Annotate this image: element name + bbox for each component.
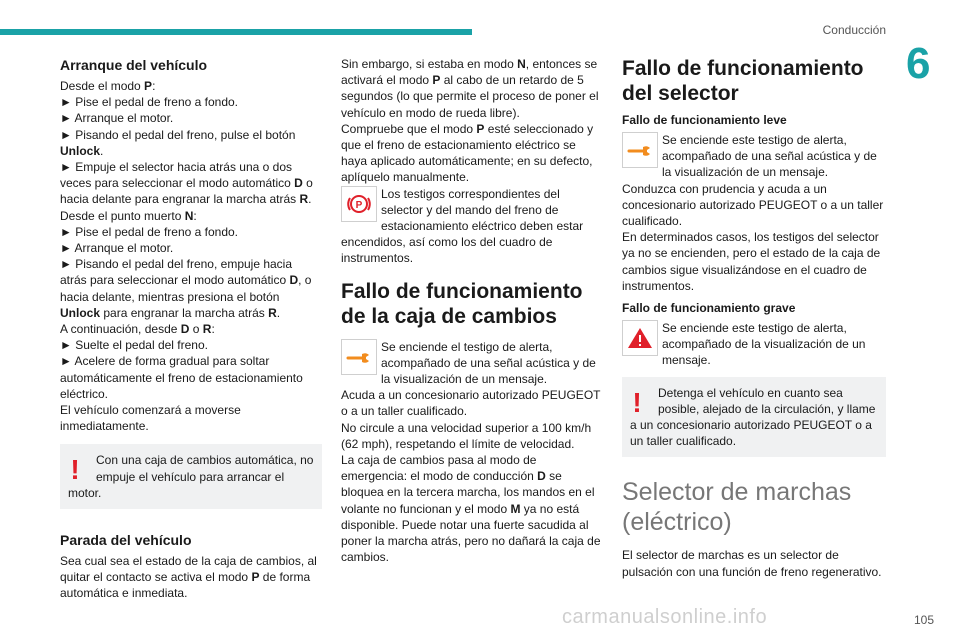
text-arranque: Desde el modo P: ► Pise el pedal de freno a fondo. ► Arranque el motor. ► Pisando el pedal del freno, pulse el botón Unlock. ► Empuje el selector hacia atrás una o dos veces para seleccionar el modo automático D o hacia delante para engranar la marcha atrás R. Desde el punto muerto N: ► Pise el pedal de freno a fondo. ► Arranque el motor. ► Pisando el pedal del freno, empuje hacia atrás para seleccionar el modo automático D, o hacia delante, mientras presiona el botón Unlock para engranar la marcha atrás R. A continuación, desde D o R: ► Suelte el pedal del freno. ► Acelere de forma gradual para soltar automáticamente el freno de estacionamiento eléctrico. El vehículo comenzará a moverse inmediatamente. bbox=[60, 79, 313, 434]
watermark: carmanualsonline.info bbox=[562, 606, 768, 628]
column-1 bbox=[60, 56, 322, 602]
wrench-warning-icon bbox=[341, 339, 377, 375]
subheading-grave: Fallo de funcionamiento grave bbox=[622, 301, 796, 316]
heading-fallo-selector: Fallo de funcionamiento del selector bbox=[622, 57, 864, 105]
chapter-number: 6 bbox=[906, 39, 931, 88]
parking-brake-icon bbox=[341, 186, 377, 222]
section-title: Conducción bbox=[822, 23, 886, 37]
text-neutral-mode: Sin embargo, si estaba en modo N, entonces se activará el modo P al cabo de un retardo de 5 segundos (lo que permite el proceso de poner el vehículo en modo de rueda libre). Compruebe que el modo P esté seleccionado y que el freno de estacionamiento eléctrico se haya aplicado automáticamente; en su defecto, aplíquelo manualmente. bbox=[341, 57, 599, 185]
svg-text:P: P bbox=[355, 199, 363, 211]
exclamation-icon: ! bbox=[70, 454, 80, 486]
text-fallo-grave: Se enciende este testigo de alerta, acompañado de la visualización de un mensaje. bbox=[662, 321, 866, 368]
text-parking-lights: Los testigos correspondientes del selector y del mando del freno de estacionamiento eléctrico deben estar encendidos, así como los del cuadro de instrumentos. bbox=[341, 186, 584, 266]
exclamation-icon: ! bbox=[632, 386, 642, 418]
heading-parada: Parada del vehículo bbox=[60, 532, 192, 549]
text-selector-electrico: El selector de marchas es un selector de pulsación con una función de freno regenerativo. bbox=[622, 548, 882, 579]
column-2 bbox=[341, 56, 605, 565]
warning-text: Detenga el vehículo en cuanto sea posible, alejado de la circulación, y llame a un concesionario autorizado PEUGEOT o a un taller cualificado. bbox=[630, 385, 876, 449]
text-fallo-caja: Se enciende el testigo de alerta, acompañado de una señal acústica y de la visualización de un mensaje. Acuda a un concesionario autorizado PEUGEOT o a un taller cualificado. No circule a una velocidad superior a 100 km/h (62 mph), respetando el límite de velocidad. La caja de cambios pasa al modo de emergencia: el modo de conducción D se bloquea en la tercera marcha, los mandos en el volante no funcionan y el modo M ya no está disponible. Puede notar una fuerte sacudida al poner la marcha atrás, pero no dañará la caja de cambios. bbox=[341, 339, 601, 565]
text-fallo-leve: Se enciende este testigo de alerta, acompañado de una señal acústica y de la visualización de un mensaje. Conduzca con prudencia y acuda a un concesionario autorizado PEUGEOT o a un taller cualificado. En determinados casos, los testigos del selector ya no se encienden, pero el estado de la caja de cambios sigue visualizándose en el cuadro de instrumentos. bbox=[622, 133, 884, 293]
text-parada: Sea cual sea el estado de la caja de cambios, al quitar el contacto se activa el modo P de forma automática e inmediata. bbox=[60, 554, 317, 601]
heading-fallo-caja: Fallo de funcionamiento de la caja de cambios bbox=[341, 279, 583, 328]
warning-box-push-start bbox=[60, 444, 322, 509]
warning-triangle-icon bbox=[622, 320, 658, 356]
wrench-warning-icon bbox=[622, 132, 658, 168]
warning-box-stop bbox=[622, 377, 886, 458]
heading-selector-electrico: Selector de marchas (eléctrico) bbox=[622, 478, 852, 537]
heading-arranque: Arranque del vehículo bbox=[60, 57, 208, 73]
subheading-leve: Fallo de funcionamiento leve bbox=[622, 113, 787, 127]
warning-text: Con una caja de cambios automática, no empuje el vehículo para arrancar el motor. bbox=[68, 453, 314, 500]
page-number: 105 bbox=[914, 613, 935, 627]
column-3 bbox=[622, 56, 886, 580]
top-accent-bar bbox=[0, 29, 472, 35]
